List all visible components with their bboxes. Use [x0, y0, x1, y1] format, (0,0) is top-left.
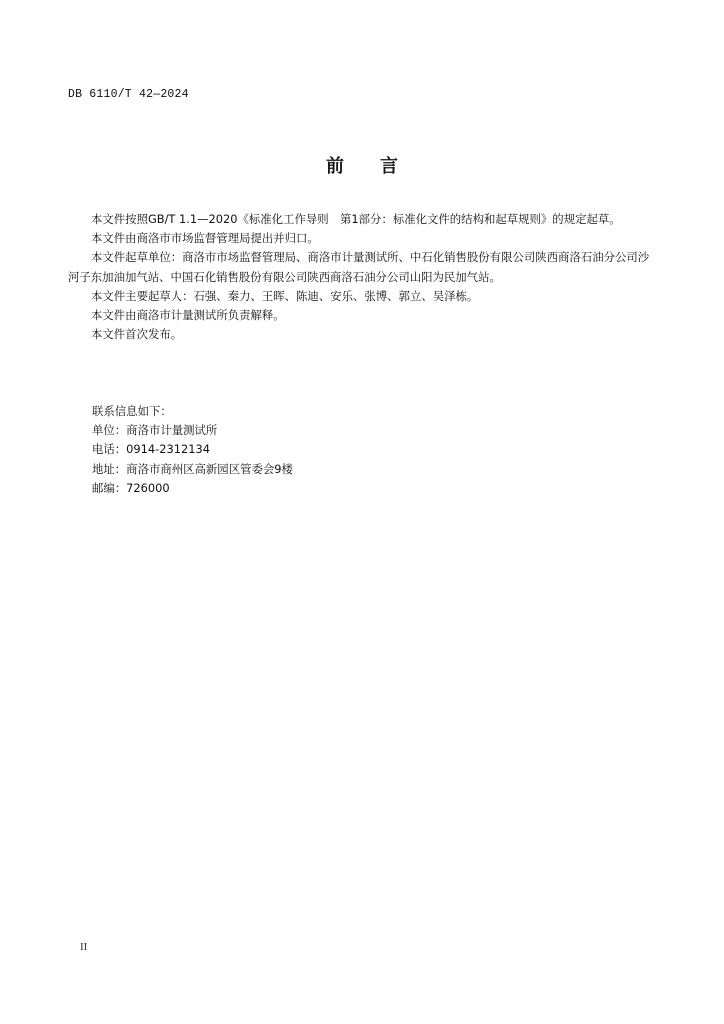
contact-info [92, 402, 293, 498]
foreword-body [68, 210, 654, 344]
paragraph-drafting-rules: 本文件按照GB/T 1.1—2020《标准化工作导则 第1部分：标准化文件的结构和起草规则》的规定起草。 [91, 212, 621, 226]
title-char-2: 言 [380, 156, 398, 177]
paragraph-drafting-units: 本文件起草单位：商洛市市场监督管理局、商洛市计量测试所、中石化销售股份有限公司陕西商洛石油分公司沙河子东加油加气站、中国石化销售股份有限公司陕西商洛石油分公司山阳为民加气站。 [68, 250, 650, 284]
title-char-1: 前 [326, 156, 344, 177]
standard-code: DB 6110/T 42—2024 [68, 88, 189, 101]
paragraph-drafters: 本文件主要起草人：石强、秦力、王晖、陈迪、安乐、张博、郭立、吴泽栋。 [91, 288, 479, 303]
contact-heading: 联系信息如下： [92, 404, 172, 418]
contact-postcode: 邮编：726000 [92, 480, 170, 495]
paragraph-interpretation: 本文件由商洛市计量测试所负责解释。 [91, 308, 285, 323]
page-number: II [80, 941, 88, 953]
contact-phone: 电话：0914-2312134 [92, 442, 211, 457]
page-title [0, 152, 724, 178]
contact-address: 地址：商洛市商州区高新园区管委会9楼 [92, 461, 293, 476]
paragraph-first-release: 本文件首次发布。 [91, 327, 183, 342]
paragraph-proposer: 本文件由商洛市市场监督管理局提出并归口。 [91, 231, 319, 246]
contact-unit: 单位：商洛市计量测试所 [92, 423, 218, 438]
